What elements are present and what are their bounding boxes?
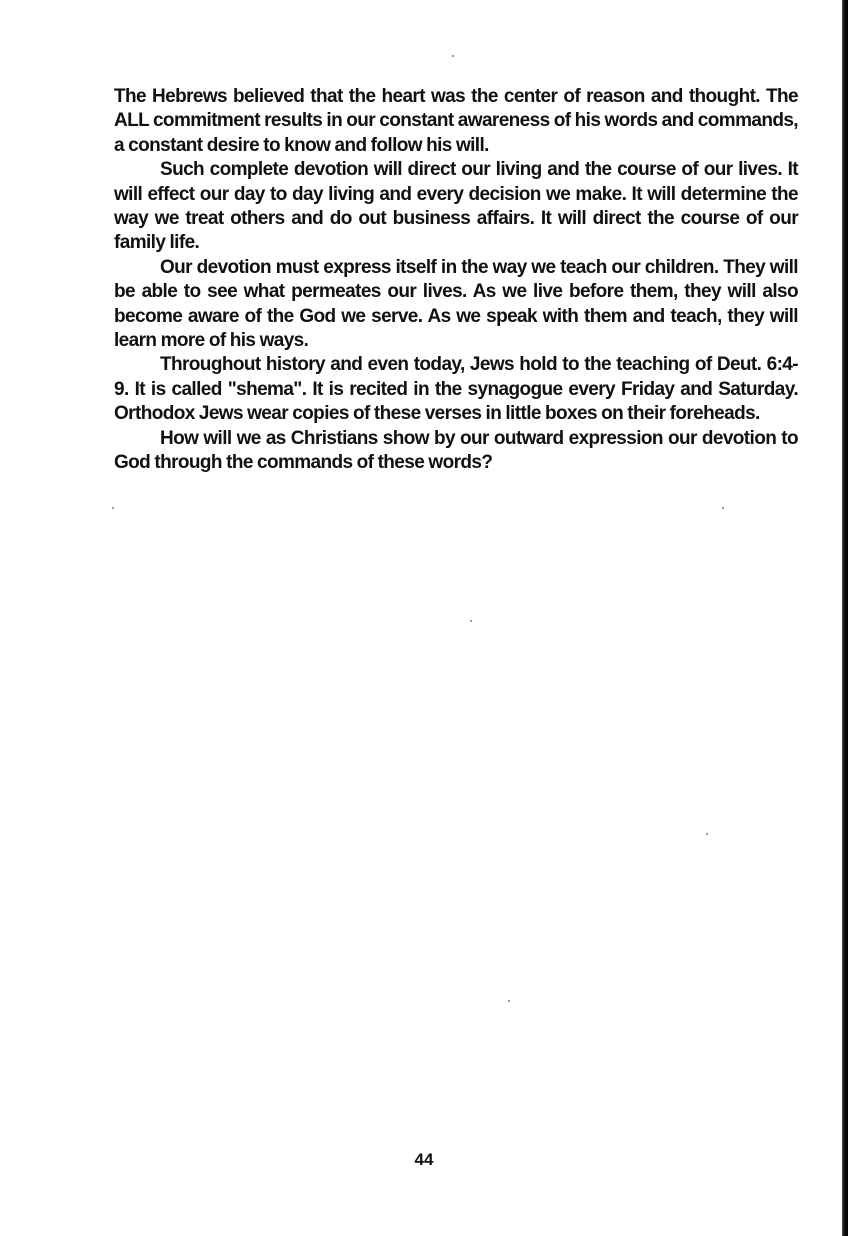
scan-speck	[452, 55, 454, 57]
scan-speck	[470, 620, 472, 622]
body-text	[114, 85, 798, 476]
scan-speck	[722, 507, 724, 509]
scan-edge-shadow	[842, 0, 848, 1236]
scan-speck	[112, 507, 114, 509]
page-number: 44	[414, 1150, 434, 1169]
scan-speck	[508, 1000, 510, 1002]
paragraph-5: How will we as Christians show by our outward expression our devotion to God through the commands of these words?	[114, 427, 798, 474]
paragraph-4: Throughout history and even today, Jews hold to the teaching of Deut. 6:4-9. It is called "shema". It is recited in the synagogue every Friday and Saturday. Orthodox Jews wear copies of these verses in little boxes on their foreheads.	[114, 354, 798, 425]
paragraph-2: Such complete devotion will direct our living and the course of our lives. It will effect our day to day living and every decision we make. It will determine the way we treat others and do out business affairs. It will direct the course of our family life.	[114, 159, 798, 254]
paragraph-3: Our devotion must express itself in the way we teach our children. They will be able to see what permeates our lives. As we live before them, they will also become aware of the God we serve. As we speak with them and teach, they will learn more of his ways.	[114, 256, 798, 352]
scan-speck	[706, 833, 708, 835]
paragraph-1: The Hebrews believed that the heart was the center of reason and thought. The ALL commitment results in our constant awareness of his words and commands, a constant desire to know and follow his will.	[114, 86, 798, 156]
